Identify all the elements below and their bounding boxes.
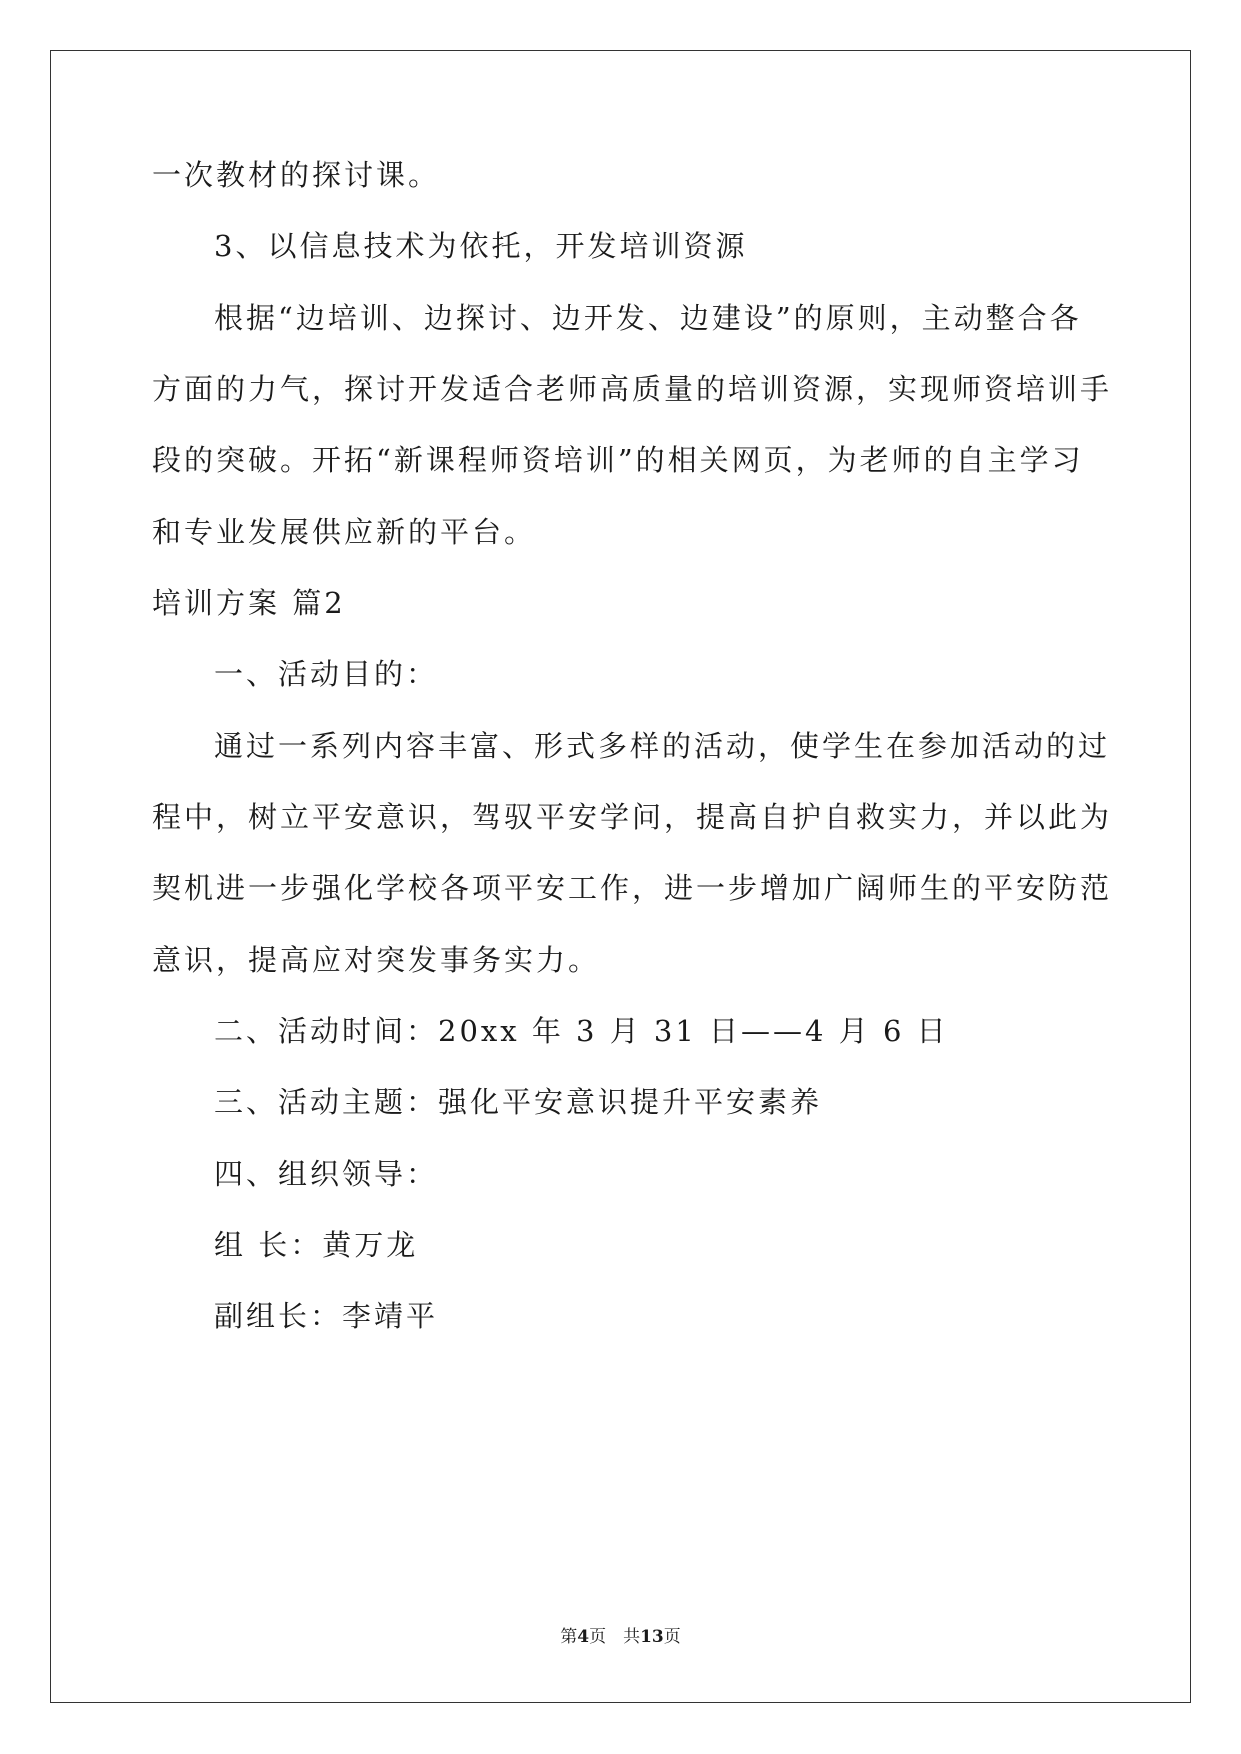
text-line: 和专业发展供应新的平台。 [152, 515, 537, 549]
text-line: 契机进一步强化学校各项平安工作，进一步增加广阔师生的平安防范 [152, 871, 1113, 905]
text-line: 组 长：黄万龙 [214, 1228, 419, 1262]
text-line: 程中，树立平安意识，驾驭平安学问，提高自护自救实力，并以此为 [152, 800, 1113, 834]
text-line: 一次教材的探讨课。 [152, 158, 441, 192]
page-prefix: 第 [560, 1627, 578, 1647]
text-line: 意识，提高应对突发事务实力。 [152, 943, 601, 977]
page-suffix: 页 [663, 1627, 681, 1647]
page-mid: 页 共 [589, 1627, 641, 1647]
page-current: 4 [577, 1627, 590, 1647]
page-total: 13 [640, 1627, 664, 1647]
page-footer [0, 1626, 1241, 1648]
section-heading: 三、活动主题：强化平安意识提升平安素养 [214, 1085, 823, 1119]
section-heading: 一、活动目的： [214, 657, 439, 691]
section-heading: 3、以信息技术为依托，开发培训资源 [214, 229, 748, 263]
text-line: 通过一系列内容丰富、形式多样的活动，使学生在参加活动的过 [214, 729, 1111, 763]
section-heading: 二、活动时间：20xx 年 3 月 31 日——4 月 6 日 [214, 1014, 949, 1048]
text-line: 方面的力气，探讨开发适合老师高质量的培训资源，实现师资培训手 [152, 372, 1113, 406]
text-line: 副组长：李靖平 [214, 1299, 439, 1333]
document-title: 培训方案 篇2 [152, 586, 346, 620]
text-line: 段的突破。开拓“新课程师资培训”的相关网页，为老师的自主学习 [152, 443, 1084, 477]
section-heading: 四、组织领导： [214, 1157, 439, 1191]
text-line: 根据“边培训、边探讨、边开发、边建设”的原则，主动整合各 [214, 301, 1082, 335]
